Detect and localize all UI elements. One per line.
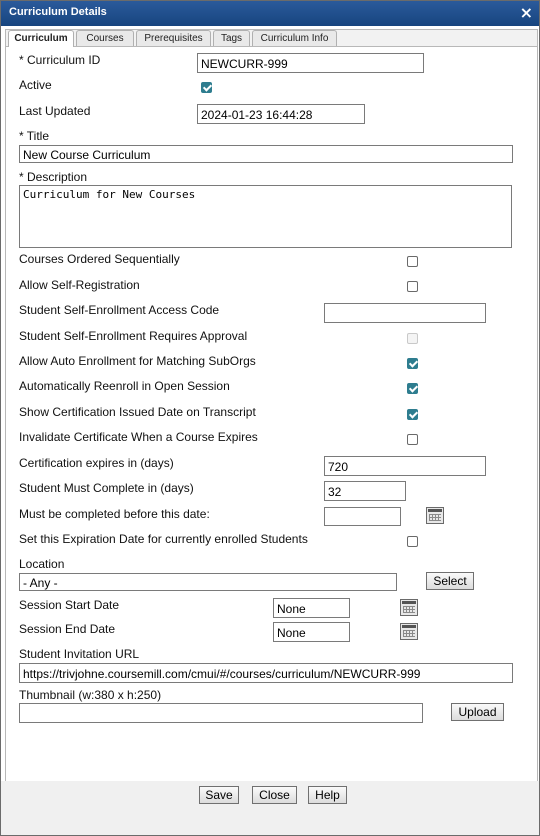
calendar-icon[interactable] bbox=[400, 599, 418, 616]
description-label: * Description bbox=[19, 170, 88, 184]
tab-tags[interactable]: Tags bbox=[213, 30, 250, 46]
courses-ordered-checkbox[interactable] bbox=[407, 256, 418, 267]
calendar-icon[interactable] bbox=[426, 507, 444, 524]
dialog-footer bbox=[1, 781, 539, 835]
auto-reenroll-label: Automatically Reenroll in Open Session bbox=[19, 379, 230, 393]
close-button[interactable]: Close bbox=[252, 786, 297, 804]
access-code-input[interactable] bbox=[324, 303, 486, 323]
must-complete-date-label: Must be completed before this date: bbox=[19, 507, 210, 521]
active-label: Active bbox=[19, 78, 52, 92]
invalidate-cert-label: Invalidate Certificate When a Course Expires bbox=[19, 430, 258, 444]
location-label: Location bbox=[19, 557, 65, 571]
tab-strip bbox=[6, 30, 537, 47]
courses-ordered-label: Courses Ordered Sequentially bbox=[19, 252, 180, 266]
access-code-label: Student Self-Enrollment Access Code bbox=[19, 303, 220, 317]
tab-prerequisites[interactable]: Prerequisites bbox=[136, 30, 211, 46]
must-complete-days-input[interactable]: 32 bbox=[324, 481, 406, 501]
location-input[interactable]: - Any - bbox=[19, 573, 397, 591]
auto-reenroll-checkbox[interactable] bbox=[407, 383, 418, 394]
tab-curriculum-info[interactable]: Curriculum Info bbox=[252, 30, 337, 46]
save-button[interactable]: Save bbox=[199, 786, 239, 804]
description-textarea[interactable]: Curriculum for New Courses bbox=[19, 185, 512, 248]
last-updated-label: Last Updated bbox=[19, 104, 91, 118]
invalidate-cert-checkbox[interactable] bbox=[407, 434, 418, 445]
curriculum-id-input[interactable]: NEWCURR-999 bbox=[197, 53, 424, 73]
select-location-button[interactable]: Select bbox=[426, 572, 474, 590]
dialog-title: Curriculum Details bbox=[9, 6, 107, 18]
cert-expires-input[interactable]: 720 bbox=[324, 456, 486, 476]
auto-enroll-checkbox[interactable] bbox=[407, 358, 418, 369]
must-complete-days-label: Student Must Complete in (days) bbox=[19, 481, 194, 495]
thumbnail-label: Thumbnail (w:380 x h:250) bbox=[19, 688, 162, 702]
cert-expires-label: Certification expires in (days) bbox=[19, 456, 174, 470]
requires-approval-label: Student Self-Enrollment Requires Approval bbox=[19, 329, 248, 343]
calendar-icon[interactable] bbox=[400, 623, 418, 640]
invitation-url-label: Student Invitation URL bbox=[19, 647, 140, 661]
session-start-input[interactable]: None bbox=[273, 598, 350, 618]
self-registration-checkbox[interactable] bbox=[407, 281, 418, 292]
tab-courses[interactable]: Courses bbox=[76, 30, 134, 46]
show-cert-date-checkbox[interactable] bbox=[407, 409, 418, 420]
session-end-input[interactable]: None bbox=[273, 622, 350, 642]
must-complete-date-input[interactable] bbox=[324, 507, 401, 526]
set-expiration-label: Set this Expiration Date for currently enrolled Students bbox=[19, 532, 308, 546]
tab-curriculum[interactable]: Curriculum bbox=[8, 30, 74, 47]
invitation-url-input[interactable]: https://trivjohne.coursemill.com/cmui/#/courses/curriculum/NEWCURR-999 bbox=[19, 663, 513, 683]
self-registration-label: Allow Self-Registration bbox=[19, 278, 140, 292]
dialog-titlebar bbox=[1, 1, 539, 26]
session-end-label: Session End Date bbox=[19, 622, 116, 636]
thumbnail-input[interactable] bbox=[19, 703, 423, 723]
close-icon[interactable]: × bbox=[519, 3, 533, 22]
title-label: * Title bbox=[19, 129, 50, 143]
active-checkbox[interactable] bbox=[201, 82, 212, 93]
show-cert-date-label: Show Certification Issued Date on Transcript bbox=[19, 405, 256, 419]
auto-enroll-label: Allow Auto Enrollment for Matching SubOrgs bbox=[19, 354, 256, 368]
last-updated-field: 2024-01-23 16:44:28 bbox=[197, 104, 365, 124]
title-input[interactable]: New Course Curriculum bbox=[19, 145, 513, 163]
set-expiration-checkbox[interactable] bbox=[407, 536, 418, 547]
curriculum-id-label: * Curriculum ID bbox=[19, 53, 101, 67]
requires-approval-checkbox bbox=[407, 333, 418, 344]
session-start-label: Session Start Date bbox=[19, 598, 120, 612]
help-button[interactable]: Help bbox=[308, 786, 347, 804]
upload-button[interactable]: Upload bbox=[451, 703, 504, 721]
